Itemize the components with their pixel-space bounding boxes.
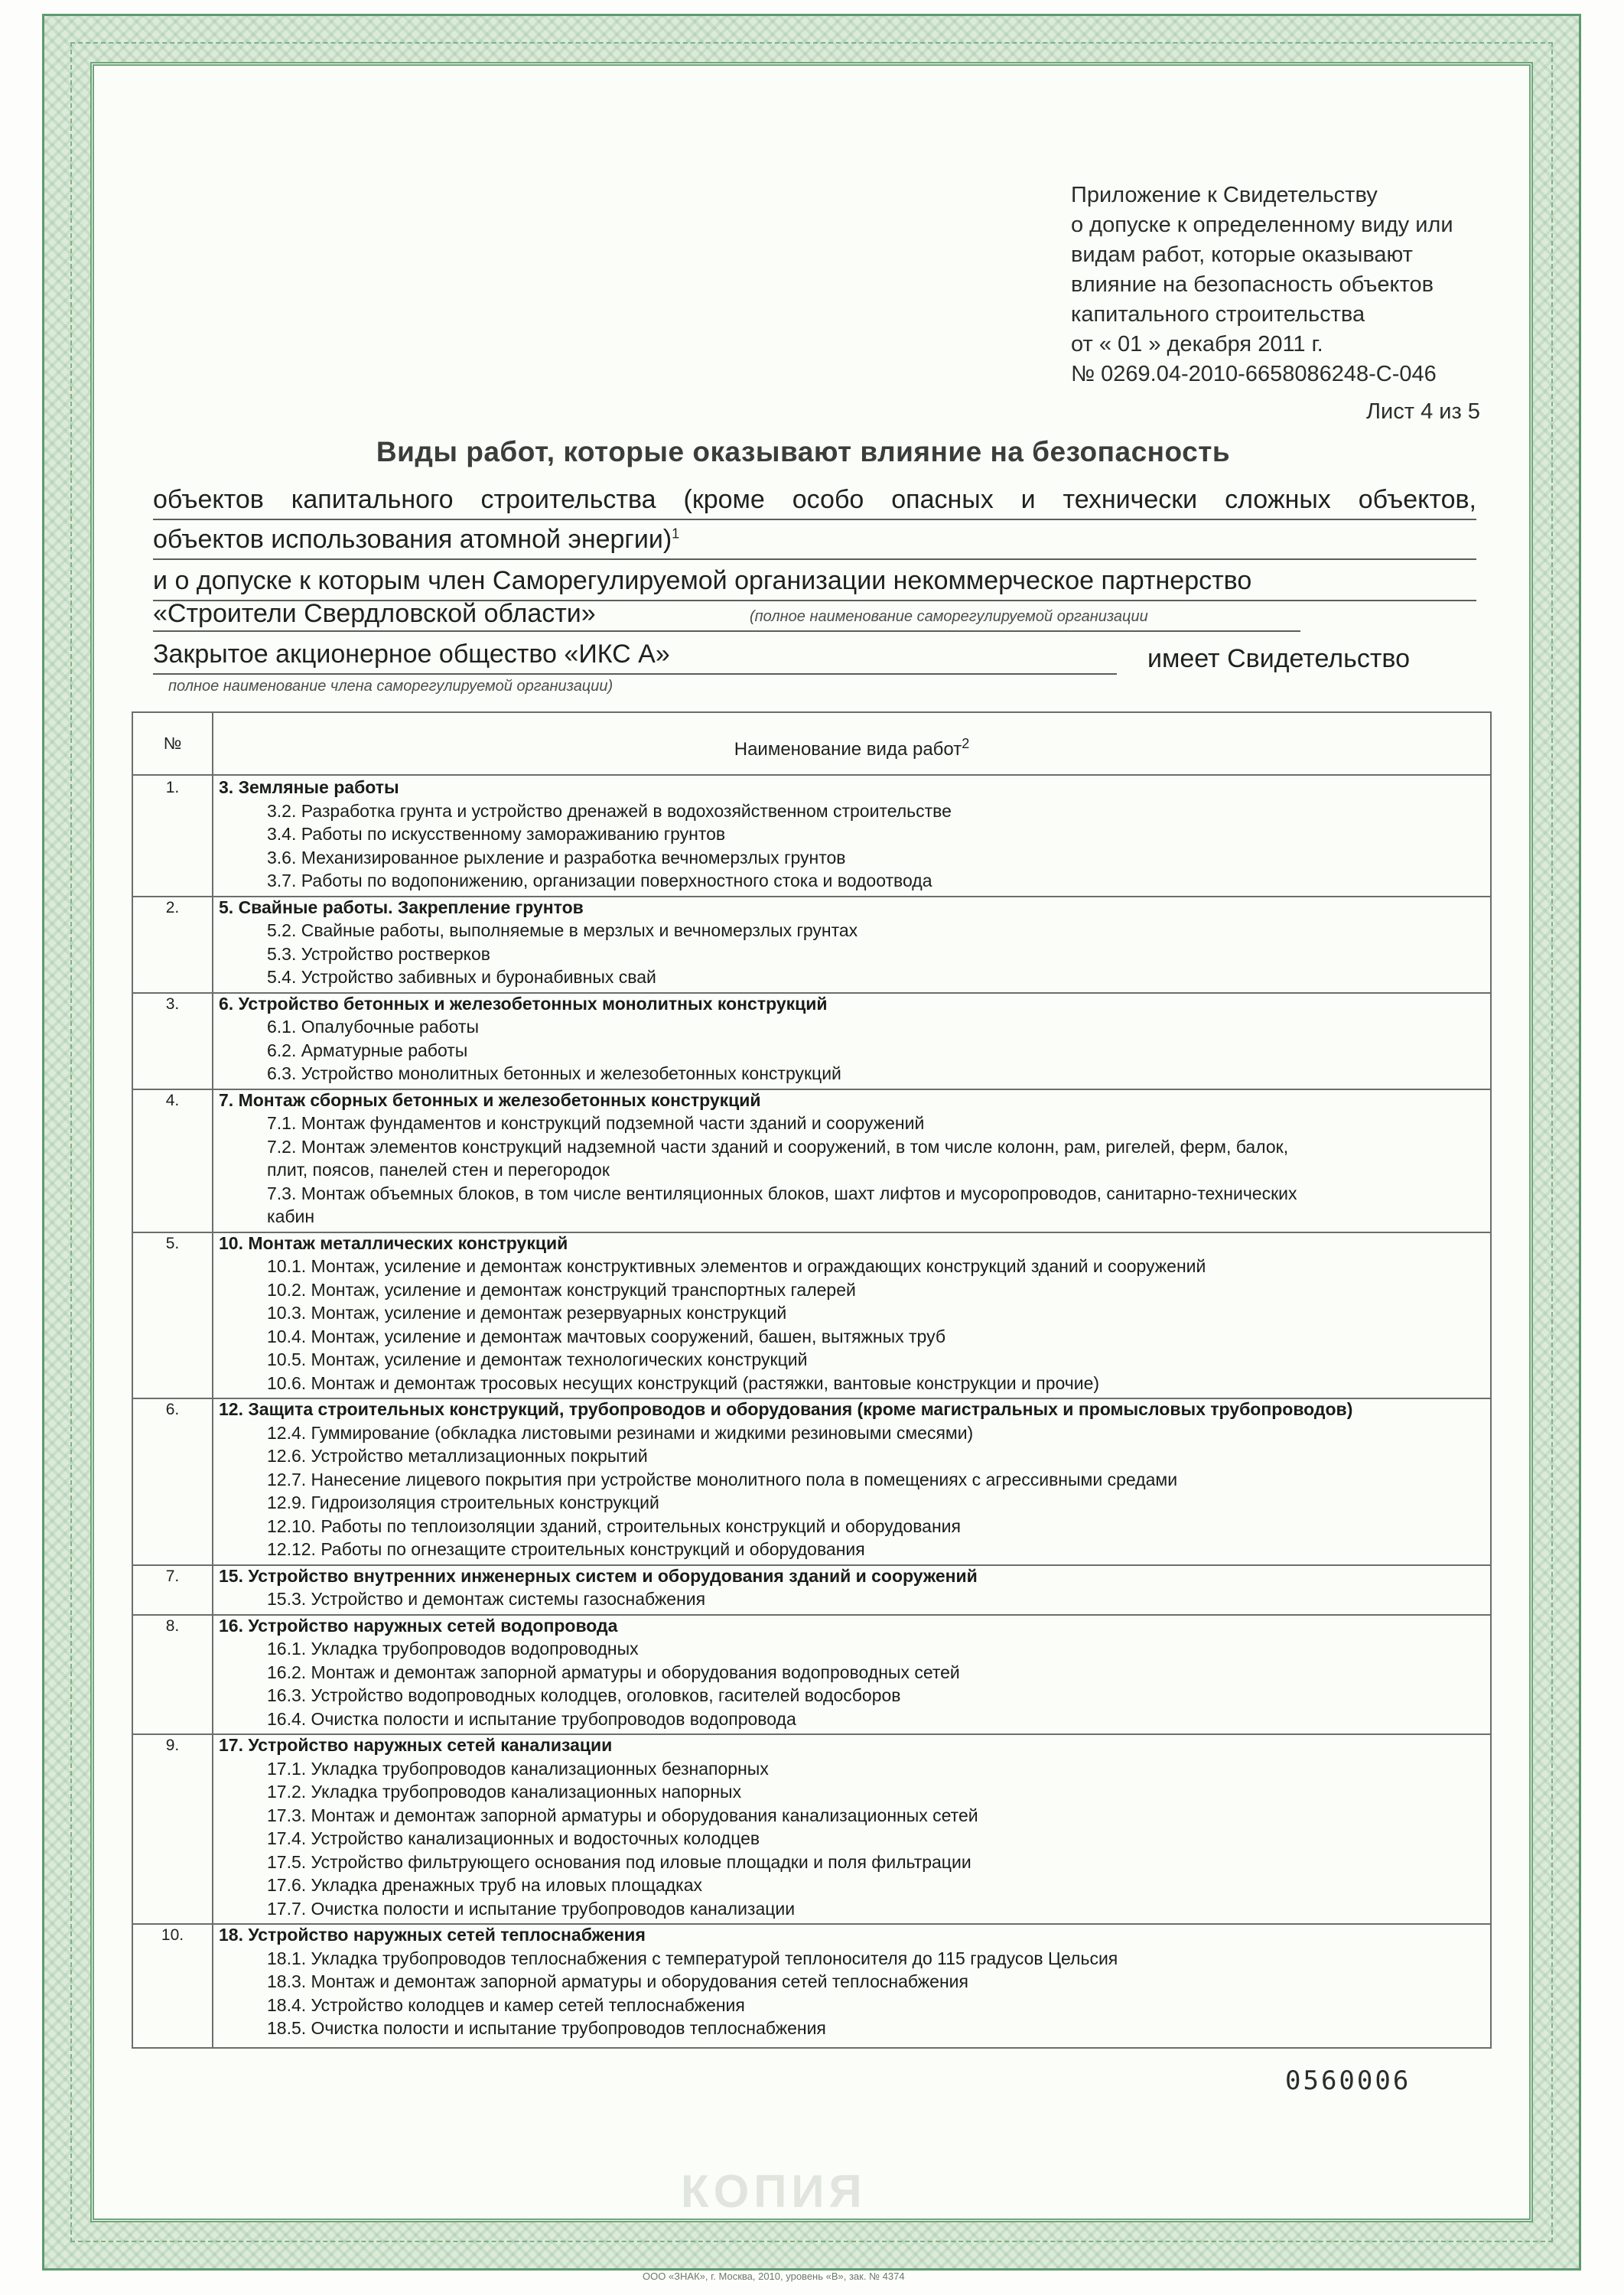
underline: [153, 673, 1117, 675]
work-item: 18.3. Монтаж и демонтаж запорной арматуры и оборудования сетей теплоснабжения: [267, 1971, 968, 1991]
work-item: 17.3. Монтаж и демонтаж запорной арматуры и оборудования канализационных сетей: [267, 1805, 978, 1825]
work-item: 3.6. Механизированное рыхление и разработка вечномерзлых грунтов: [267, 847, 846, 868]
member-caption: полное наименование члена саморегулируемой организации): [168, 678, 613, 695]
row-number: 3.: [165, 994, 180, 1013]
copy-watermark: КОПИЯ: [681, 2166, 867, 2217]
work-item: 6.3. Устройство монолитных бетонных и железобетонных конструкций: [267, 1063, 841, 1083]
header-line-1: объектов капитального строительства (кроме особо опасных и технически сложных объектов,: [153, 485, 1476, 514]
work-item: 10.4. Монтаж, усиление и демонтаж мачтовых сооружений, башен, вытяжных труб: [267, 1326, 946, 1346]
work-group-title: 10. Монтаж металлических конструкций: [219, 1232, 568, 1253]
work-item: 12.6. Устройство металлизационных покрытий: [267, 1446, 648, 1466]
work-item: 3.7. Работы по водопонижению, организации поверхностного стока и водоотвода: [267, 871, 932, 890]
sheet-number: Лист 4 из 5: [1366, 399, 1480, 424]
work-item: 5.2. Свайные работы, выполняемые в мерзлых и вечномерзлых грунтах: [267, 920, 858, 940]
appendix-line: Приложение к Свидетельству: [1071, 183, 1378, 207]
appendix-line: от « 01 » декабря 2011 г.: [1071, 332, 1323, 356]
work-item: 12.10. Работы по теплоизоляции зданий, строительных конструкций и оборудования: [267, 1515, 961, 1536]
work-item: 12.9. Гидроизоляция строительных конструкций: [267, 1493, 659, 1512]
work-item: 5.3. Устройство ростверков: [267, 943, 490, 964]
work-item: 16.2. Монтаж и демонтаж запорной арматуры и оборудования водопроводных сетей: [267, 1662, 960, 1682]
row-number: 8.: [165, 1616, 180, 1635]
printer-imprint: ООО «ЗНАК», г. Москва, 2010, уровень «В», зак. № 4374: [643, 2271, 905, 2282]
appendix-line: № 0269.04-2010-6658086248-С-046: [1071, 362, 1437, 386]
work-item: 17.6. Укладка дренажных труб на иловых площадках: [267, 1875, 702, 1895]
row-number: 7.: [165, 1567, 180, 1585]
work-item: кабин: [267, 1206, 315, 1226]
work-item: 6.2. Арматурные работы: [267, 1040, 468, 1060]
work-item: 17.4. Устройство канализационных и водосточных колодцев: [267, 1828, 760, 1848]
work-item: 10.5. Монтаж, усиление и демонтаж технологических конструкций: [267, 1349, 808, 1369]
row-number: 10.: [161, 1926, 184, 1944]
work-group-title: 7. Монтаж сборных бетонных и железобетонных конструкций: [219, 1089, 761, 1110]
footnote-1: 1: [672, 526, 680, 542]
work-item: 6.1. Опалубочные работы: [267, 1017, 480, 1037]
column-separator: [212, 713, 213, 2047]
column-header-number: №: [163, 734, 182, 753]
work-item: 16.3. Устройство водопроводных колодцев, оголовков, гасителей водосборов: [267, 1685, 901, 1705]
work-group-title: 6. Устройство бетонных и железобетонных монолитных конструкций: [219, 993, 828, 1014]
serial-number: 0560006: [1285, 2066, 1411, 2096]
work-item: 12.12. Работы по огнезащите строительных конструкций и оборудования: [267, 1539, 865, 1559]
work-item: 7.1. Монтаж фундаментов и конструкций подземной части зданий и сооружений: [267, 1113, 925, 1133]
column-header-name: [213, 713, 1490, 774]
work-item: 7.2. Монтаж элементов конструкций надземной части зданий и сооружений, в том числе колонн, рам, ригелей, ферм, балок,: [267, 1136, 1289, 1157]
work-group-title: 3. Земляные работы: [219, 777, 399, 797]
work-item: 16.4. Очистка полости и испытание трубопроводов водопровода: [267, 1708, 796, 1729]
appendix-line: о допуске к определенному виду или: [1071, 213, 1453, 237]
appendix-line: влияние на безопасность объектов: [1071, 272, 1434, 297]
page-title: Виды работ, которые оказывают влияние на безопасность: [376, 436, 1231, 467]
work-group-title: 15. Устройство внутренних инженерных систем и оборудования зданий и сооружений: [219, 1565, 978, 1586]
appendix-block: [1071, 181, 1499, 389]
work-item: 18.4. Устройство колодцев и камер сетей теплоснабжения: [267, 1994, 745, 2015]
header-line-2: [153, 525, 679, 555]
row-number: 9.: [165, 1737, 180, 1754]
row-number: 6.: [165, 1401, 180, 1418]
member-name: Закрытое акционерное общество «ИКС А»: [153, 640, 670, 669]
work-item: 17.2. Укладка трубопроводов канализационных напорных: [267, 1782, 742, 1802]
underline: [153, 558, 1476, 560]
sro-name: «Строители Свердловской области»: [153, 599, 596, 628]
sro-caption: (полное наименование саморегулируемой организации: [750, 608, 1148, 625]
work-group-title: 5. Свайные работы. Закрепление грунтов: [219, 897, 584, 917]
work-item: 16.1. Укладка трубопроводов водопроводных: [267, 1639, 639, 1659]
work-group-title: 18. Устройство наружных сетей теплоснабжения: [219, 1925, 646, 1945]
column-header-name-text: Наименование вида работ: [734, 739, 962, 760]
row-number: 4.: [165, 1091, 180, 1109]
work-item: 3.4. Работы по искусственному замораживанию грунтов: [267, 824, 726, 844]
appendix-line: видам работ, которые оказывают: [1071, 243, 1413, 267]
work-group-title: 17. Устройство наружных сетей канализации: [219, 1735, 613, 1755]
work-group-title: 16. Устройство наружных сетей водопровода: [219, 1615, 618, 1636]
work-item: 15.3. Устройство и демонтаж системы газоснабжения: [267, 1589, 706, 1609]
work-item: 5.4. Устройство забивных и буронабивных свай: [267, 967, 656, 987]
work-item: 12.7. Нанесение лицевого покрытия при устройстве монолитного пола в помещениях с агрессивными средами: [267, 1469, 1178, 1489]
works-table: [132, 711, 1492, 2049]
header-separator: [133, 774, 1490, 776]
underline: [153, 519, 1476, 520]
work-item: 10.6. Монтаж и демонтаж тросовых несущих конструкций (растяжки, вантовые конструкции и прочие): [267, 1372, 1100, 1393]
work-item: 10.2. Монтаж, усиление и демонтаж конструкций транспортных галерей: [267, 1279, 856, 1300]
work-item: 10.1. Монтаж, усиление и демонтаж конструктивных элементов и ограждающих конструкций зданий и сооружений: [267, 1256, 1206, 1276]
work-item: плит, поясов, панелей стен и перегородок: [267, 1160, 610, 1180]
work-item: 10.3. Монтаж, усиление и демонтаж резервуарных конструкций: [267, 1303, 787, 1323]
header-line-2-text: объектов использования атомной энергии): [153, 525, 672, 554]
footnote-2: 2: [962, 736, 970, 751]
header-line-3: и о допуске к которым член Саморегулируемой организации некоммерческое партнерство: [153, 566, 1252, 595]
work-item: 18.5. Очистка полости и испытание трубопроводов теплоснабжения: [267, 2018, 826, 2038]
underline: [153, 630, 1300, 632]
work-group-title: 12. Защита строительных конструкций, трубопроводов и оборудования (кроме магистральных и промысловых трубопроводов): [219, 1399, 1353, 1419]
work-item: 12.4. Гуммирование (обкладка листовыми резинами и жидкими резиновыми смесями): [267, 1422, 974, 1443]
row-number: 2.: [165, 898, 180, 916]
work-item: 17.5. Устройство фильтрующего основания под иловые площадки и поля фильтрации: [267, 1851, 971, 1872]
row-number: 5.: [165, 1234, 180, 1252]
has-certificate: имеет Свидетельство: [1147, 644, 1410, 673]
work-item: 17.1. Укладка трубопроводов канализационных безнапорных: [267, 1758, 769, 1779]
appendix-line: капитального строительства: [1071, 302, 1365, 327]
work-item: 18.1. Укладка трубопроводов теплоснабжения с температурой теплоносителя до 115 градусов Цельсия: [267, 1948, 1118, 1968]
row-number: 1.: [165, 779, 180, 796]
work-item: 3.2. Разработка грунта и устройство дренажей в водохозяйственном строительстве: [267, 800, 952, 821]
work-item: 7.3. Монтаж объемных блоков, в том числе вентиляционных блоков, шахт лифтов и мусоропроводов, санитарно-технических: [267, 1183, 1297, 1203]
work-item: 17.7. Очистка полости и испытание трубопроводов канализации: [267, 1898, 796, 1919]
